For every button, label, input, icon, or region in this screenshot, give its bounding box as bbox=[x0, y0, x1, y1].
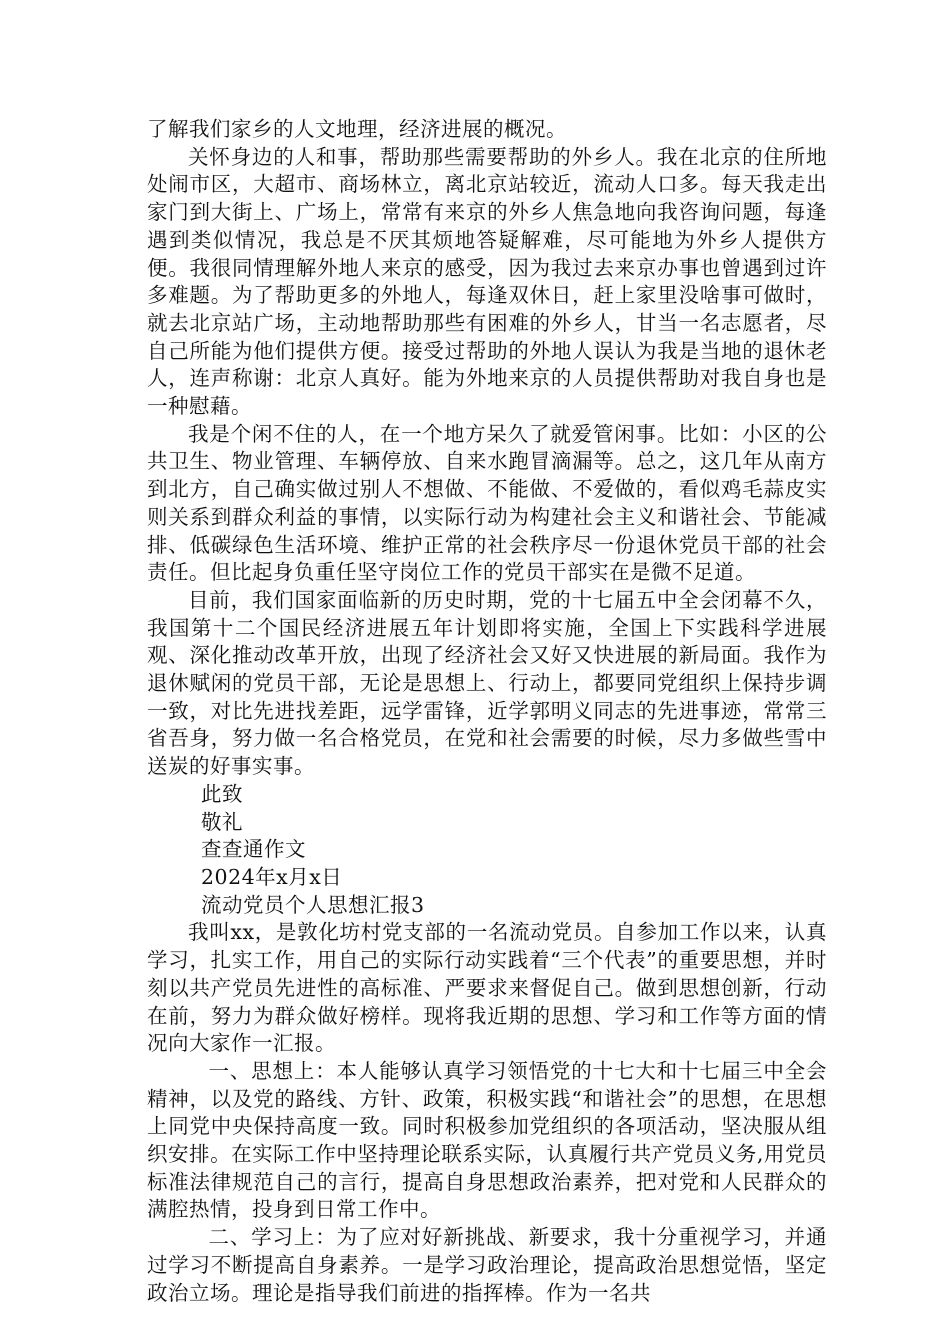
closing-salutation-2: 敬礼 bbox=[201, 809, 243, 834]
document-body bbox=[147, 116, 827, 1307]
signature: 查查通作文 bbox=[201, 837, 306, 862]
paragraph-2: 关怀身边的人和事，帮助那些需要帮助的外乡人。我在北京的住所地处闹市区，大超市、商场林立，离北京站较近，流动人口多。每天我走出家门到大街上、广场上，常常有来京的外乡人焦急地向我咨询问题，每逢遇到类似情况，我总是不厌其烦地答疑解难，尽可能地为外乡人提供方便。我很同情理解外地人来京的感受，因为我过去来京办事也曾遇到过许多难题。为了帮助更多的外地人，每逢双休日，赶上家里没啥事可做时，就去北京站广场，主动地帮助那些有困难的外乡人，甘当一名志愿者，尽自己所能为他们提供方便。接受过帮助的外地人误认为我是当地的退休老人，连声称谢：北京人真好。能为外地来京的人员提供帮助对我自身也是一种慰藉。 bbox=[147, 144, 827, 419]
paragraph-4: 目前，我们国家面临新的历史时期，党的十七届五中全会闭幕不久，我国第十二个国民经济进展五年计划即将实施，全国上下实践科学进展观、深化推动改革开放，出现了经济社会又好又快进展的新局面。我作为退休赋闲的党员干部，无论是思想上、行动上，都要同党组织上保持步调一致，对比先进找差距，远学雷锋，近学郭明义同志的先进事迹，常常三省吾身，努力做一名合格党员，在党和社会需要的时候，尽力多做些雪中送炭的好事实事。 bbox=[147, 587, 827, 779]
date: 2024年x月x日 bbox=[201, 864, 343, 889]
paragraph-7: 二、学习上：为了应对好新挑战、新要求，我十分重视学习，并通过学习不断提高自身素养。一是学习政治理论，提高政治思想觉悟，坚定政治立场。理论是指导我们前进的指挥棒。作为一名共 bbox=[147, 1225, 827, 1305]
paragraph-1: 了解我们家乡的人文地理，经济进展的概况。 bbox=[147, 117, 567, 141]
section-title: 流动党员个人思想汇报3 bbox=[201, 892, 425, 917]
paragraph-6: 一、思想上：本人能够认真学习领悟党的十七大和十七届三中全会精神，以及党的路线、方针、政策，积极实践“和谐社会”的思想，在思想上同党中央保持高度一致。同时积极参加党组织的各项活动，坚决服从组织安排。在实际工作中坚持理论联系实际，认真履行共产党员义务,用党员标准法律规范自己的言行，提高自身思想政治素养，把对党和人民群众的满腔热情，投身到日常工作中。 bbox=[147, 1058, 827, 1222]
paragraph-5: 我叫xx，是敦化坊村党支部的一名流动党员。自参加工作以来，认真学习，扎实工作，用自己的实际行动实践着“三个代表”的重要思想，并时刻以共产党员先进性的高标准、严要求来督促自己。做到思想创新，行动在前，努力为群众做好榜样。现将我近期的思想、学习和工作等方面的情况向大家作一汇报。 bbox=[147, 920, 827, 1056]
closing-salutation-1: 此致 bbox=[201, 781, 243, 806]
paragraph-3: 我是个闲不住的人，在一个地方呆久了就爱管闲事。比如：小区的公共卫生、物业管理、车辆停放、自来水跑冒滴漏等。总之，这几年从南方到北方，自己确实做过别人不想做、不能做、不爱做的，看似鸡毛蒜皮实则关系到群众利益的事情，以实际行动为构建社会主义和谐社会、节能减排、低碳绿色生活环境、维护正常的社会秩序尽一份退休党员干部的社会责任。但比起身负重任坚守岗位工作的党员干部实在是微不足道。 bbox=[147, 421, 827, 585]
